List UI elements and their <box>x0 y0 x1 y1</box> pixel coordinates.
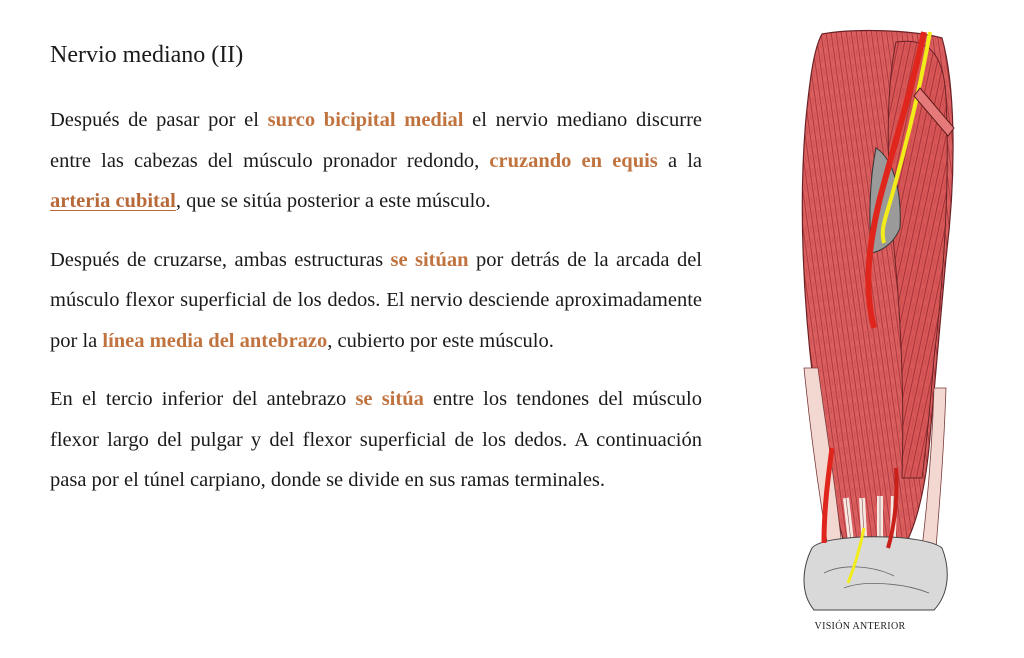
text: , cubierto por este músculo. <box>327 329 554 352</box>
link-arteria-cubital[interactable]: arteria cubital <box>50 190 176 212</box>
highlight-linea-media: línea media del antebrazo <box>102 329 328 352</box>
highlight-surco-bicipital: surco bicipital medial <box>267 109 464 131</box>
text: el nervio mediano discurre entre las cabezas del músculo pronador redondo, <box>50 109 703 172</box>
text: a la <box>657 149 702 172</box>
highlight-se-situa: se sitúa <box>355 388 424 410</box>
text: Después de pasar por el <box>50 109 268 131</box>
content-column <box>50 38 702 501</box>
text: Después de cruzarse, ambas estructuras <box>50 248 391 271</box>
text: entre los tendones del músculo flexor largo del pulgar y del flexor superficial de los dedos. A continuación pasa por el túnel carpiano, donde se divide en sus ramas terminales. <box>50 388 702 491</box>
text: , que se sitúa posterior a este músculo. <box>175 190 491 212</box>
paragraph-2 <box>50 240 702 362</box>
text: por detrás de la arcada del músculo flexor superficial de los dedos. El nervio desciende aproximadamente por la <box>50 248 702 352</box>
wrist-region <box>804 537 947 610</box>
highlight-cruzando-en-equis: cruzando en equis <box>489 149 658 172</box>
paragraph-1 <box>50 100 702 222</box>
highlight-se-situan: se sitúan <box>390 248 469 271</box>
paragraph-3 <box>50 379 702 501</box>
text: En el tercio inferior del antebrazo <box>50 388 356 410</box>
page-title: Nervio mediano (II) <box>50 42 244 68</box>
forearm-anatomy-illustration <box>784 28 960 613</box>
figure-caption: VISIÓN ANTERIOR <box>814 621 906 632</box>
